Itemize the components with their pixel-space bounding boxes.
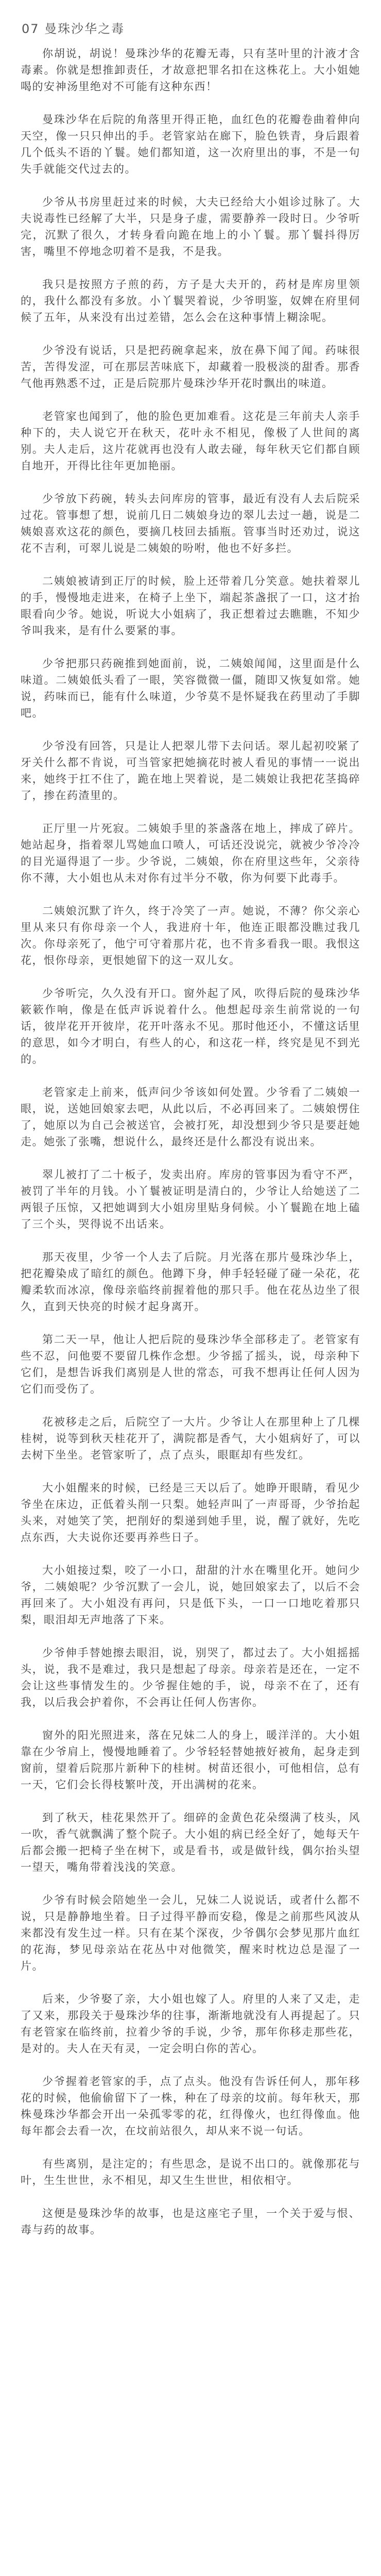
paragraph: 正厅里一片死寂。二姨娘手里的茶盏落在地上，摔成了碎片。她站起身，指着翠儿骂她血口喷人，可话还没说完，就被少爷冷冷的目光逼得退了一步。少爷说，二姨娘，你在府里这些年，父亲待你不薄，大小姐也从未对你有过半分不敬，你为何要下此毒手。 [21, 822, 360, 884]
paragraph: 二姨娘被请到正厅的时候，脸上还带着几分笑意。她扶着翠儿的手，慢慢地走进来，在椅子上坐下，端起茶盏抿了一口，这才抬眼看向少爷。她说，听说大小姐病了，我正想着过去瞧瞧，不知少爷叫我来，是有什么要紧的事。 [21, 575, 360, 637]
paragraph: 第二天一早，他让人把后院的曼珠沙华全部移走了。老管家有些不忍，问他要不要留几株作念想。少爷摇了摇头，说，母亲种下它们，是想告诉我们离别是人世的常态，可我不想再让任何人因为它们而受伤了。 [21, 1333, 360, 1395]
paragraph: 少爷握着老管家的手，点了点头。他没有告诉任何人，那年移花的时候，他偷偷留下了一株，种在了母亲的坟前。每年秋天，那株曼珠沙华都会开出一朵孤零零的花，红得像火，也红得像血。他每年都会去看一次，在坟前站很久，却从来不说一句话。 [21, 2075, 360, 2137]
paragraph: 你胡说，胡说！曼珠沙华的花瓣无毒，只有茎叶里的汁液才含毒素。你就是想推卸责任，才故意把罪名扣在这株花上。大小姐她喝的安神汤里绝对不可能有这种东西！ [21, 47, 360, 93]
paragraph: 少爷没有说话，只是把药碗拿起来，放在鼻下闻了闻。药味很苦，苦得发涩，可在那层苦味底下，却藏着一股极淡的甜香。那香气他再熟悉不过，正是后院那片曼珠沙华开花时飘出的味道。 [21, 344, 360, 389]
paragraph: 到了秋天，桂花果然开了。细碎的金黄色花朵缀满了枝头，风一吹，香气就飘满了整个院子。大小姐的病已经全好了，她每天午后都会搬一把椅子坐在树下，或是看书，或是做针线，偶尔抬头望一望天，嘴角带着浅浅的笑意。 [21, 1811, 360, 1873]
chapter-body [21, 45, 360, 2238]
paragraph: 少爷放下药碗，转头去问库房的管事，最近有没有人去后院采过花。管事想了想，说前几日二姨娘身边的翠儿去过一趟，说是二姨娘喜欢这花的颜色，要摘几枝回去插瓶。管事当时还劝过，说这花不吉利，可翠儿说是二姨娘的吩咐，他也不好多拦。 [21, 493, 360, 554]
paragraph: 这便是曼珠沙华的故事，也是这座宅子里，一个关于爱与恨、毒与药的故事。 [21, 2207, 360, 2236]
paragraph: 花被移走之后，后院空了一大片。少爷让人在那里种上了几棵桂树，说等到秋天桂花开了，满院都是香气，大小姐病好了，可以去树下坐坐。老管家听了，点了点头，眼眶却有些发红。 [21, 1416, 360, 1461]
paragraph: 窗外的阳光照进来，落在兄妹二人的身上，暖洋洋的。大小姐靠在少爷肩上，慢慢地睡着了。少爷轻轻替她掖好被角，起身走到窗前，望着后院那片新种下的桂树。树苗还很小，可他相信，总有一天，它们会长得枝繁叶茂，开出满树的花来。 [21, 1729, 360, 1791]
paragraph: 少爷伸手替她擦去眼泪，说，别哭了，都过去了。大小姐摇摇头，说，我不是难过，我只是想起了母亲。母亲若是还在，一定不会让这些事情发生的。少爷握住她的手，说，母亲不在了，还有我，以后我会护着你，不会再让任何人伤害你。 [21, 1647, 360, 1708]
paragraph: 少爷从书房里赶过来的时候，大夫已经给大小姐诊过脉了。大夫说毒性已经解了大半，只是身子虚，需要静养一段时日。少爷听完，沉默了很久，才转身看向跪在地上的小丫鬟。那丫鬟抖得厉害，嘴里不停地念叨着不是我，不是我。 [21, 196, 360, 258]
paragraph: 有些离别，是注定的；有些思念，是说不出口的。就像那花与叶，生生世世，永不相见，却又生生世世，相依相守。 [21, 2158, 360, 2187]
paragraph: 大小姐醒来的时候，已经是三天以后了。她睁开眼睛，看见少爷坐在床边，正低着头削一只梨。她轻声叫了一声哥哥，少爷抬起头来，对她笑了笑，把削好的梨递到她手里，说，醒了就好，先吃点东西，大夫说你还要再养些日子。 [21, 1482, 360, 1544]
paragraph: 二姨娘沉默了许久，终于冷笑了一声。她说，不薄？你父亲心里从来只有你母亲一个人，我进府十年，他连正眼都没瞧过我几次。你母亲死了，他宁可守着那片花，也不肯多看我一眼。我恨这花，恨你母亲，更恨她留下的这一双儿女。 [21, 905, 360, 967]
paragraph: 少爷没有回答，只是让人把翠儿带下去问话。翠儿起初咬紧了牙关什么都不肯说，可当管家把她摘花时被人看见的事情一一说出来，她终于扛不住了，跪在地上哭着说，是二姨娘让我把花茎捣碎了，掺在药渣里的。 [21, 740, 360, 802]
paragraph: 少爷把那只药碗推到她面前，说，二姨娘闻闻，这里面是什么味道。二姨娘低头看了一眼，笑容微微一僵，随即又恢复如常。她说，药味而已，能有什么味道，少爷莫不是怀疑我在药里动了手脚吧。 [21, 657, 360, 719]
chapter-title: 07 曼珠沙华之毒 [22, 22, 125, 36]
paragraph: 我只是按照方子煎的药，方子是大夫开的，药材是库房里领的，我什么都没有多放。小丫鬟哭着说，少爷明鉴，奴婢在府里伺候了五年，从来没有出过差错，怎么会在这种事情上糊涂呢。 [21, 278, 360, 324]
paragraph: 那天夜里，少爷一个人去了后院。月光落在那片曼珠沙华上，把花瓣染成了暗红的颜色。他蹲下身，伸手轻轻碰了碰一朵花，花瓣柔软而冰凉，像母亲临终前握着他的那只手。他在花丛边坐了很久，直到天快亮的时候才起身离开。 [21, 1251, 360, 1313]
paragraph: 曼珠沙华在后院的角落里开得正艳，血红色的花瓣卷曲着伸向天空，像一只只伸出的手。老管家站在廊下，脸色铁青，身后跟着几个低头不语的丫鬟。她们都知道，这一次府里出的事，不是一句失手就能交代过去的。 [21, 113, 360, 175]
paragraph: 大小姐接过梨，咬了一小口，甜甜的汁水在嘴里化开。她问少爷，二姨娘呢？少爷沉默了一会儿，说，她回娘家去了，以后不会再回来了。大小姐没有再问，只是低下头，一口一口地吃着那只梨，眼泪却无声地落了下来。 [21, 1564, 360, 1626]
paragraph: 少爷听完，久久没有开口。窗外起了风，吹得后院的曼珠沙华簌簌作响，像是在低声诉说着什么。他想起母亲生前常说的一句话，彼岸花开开彼岸，花开叶落永不见。那时他还小，不懂这话里的意思，如今才明白，有些人的心，和这花一样，终究是见不到光的。 [21, 987, 360, 1065]
paragraph: 翠儿被打了二十板子，发卖出府。库房的管事因为看守不严，被罚了半年的月钱。小丫鬟被证明是清白的，少爷让人给她送了二两银子压惊，又把她调到大小姐房里贴身伺候。小丫鬟跪在地上磕了三个头，哭得说不出话来。 [21, 1168, 360, 1230]
paragraph: 老管家也闻到了，他的脸色更加难看。这花是三年前夫人亲手种下的，夫人说它开在秋天，花叶永不相见，像极了人世间的离别。夫人走后，这片花就再也没有人敢去碰，每年秋天它们都自顾自地开，开得比往年更加艳丽。 [21, 410, 360, 472]
paragraph: 少爷有时候会陪她坐一会儿，兄妹二人说说话，或者什么都不说，只是静静地坐着。日子过得平静而安稳，像是之前那些风波从来都没有发生过一样。只有在某个深夜，少爷偶尔会梦见那片血红的花海，梦见母亲站在花丛中对他微笑，醒来时枕边总是湿了一片。 [21, 1894, 360, 1972]
paragraph: 老管家走上前来，低声问少爷该如何处置。少爷看了二姨娘一眼，说，送她回娘家去吧，从此以后，不必再回来了。二姨娘愣住了，她原以为自己会被送官，会被打死，却没想到少爷只是要赶她走。她张了张嘴，想说什么，最终还是什么都没有说出来。 [21, 1086, 360, 1148]
paragraph: 后来，少爷娶了亲，大小姐也嫁了人。府里的人来了又走，走了又来，那段关于曼珠沙华的往事，渐渐地就没有人再提起了。只有老管家在临终前，拉着少爷的手说，少爷，那年你移走那些花，是对的。夫人在天有灵，一定会明白你的苦心。 [21, 1993, 360, 2055]
